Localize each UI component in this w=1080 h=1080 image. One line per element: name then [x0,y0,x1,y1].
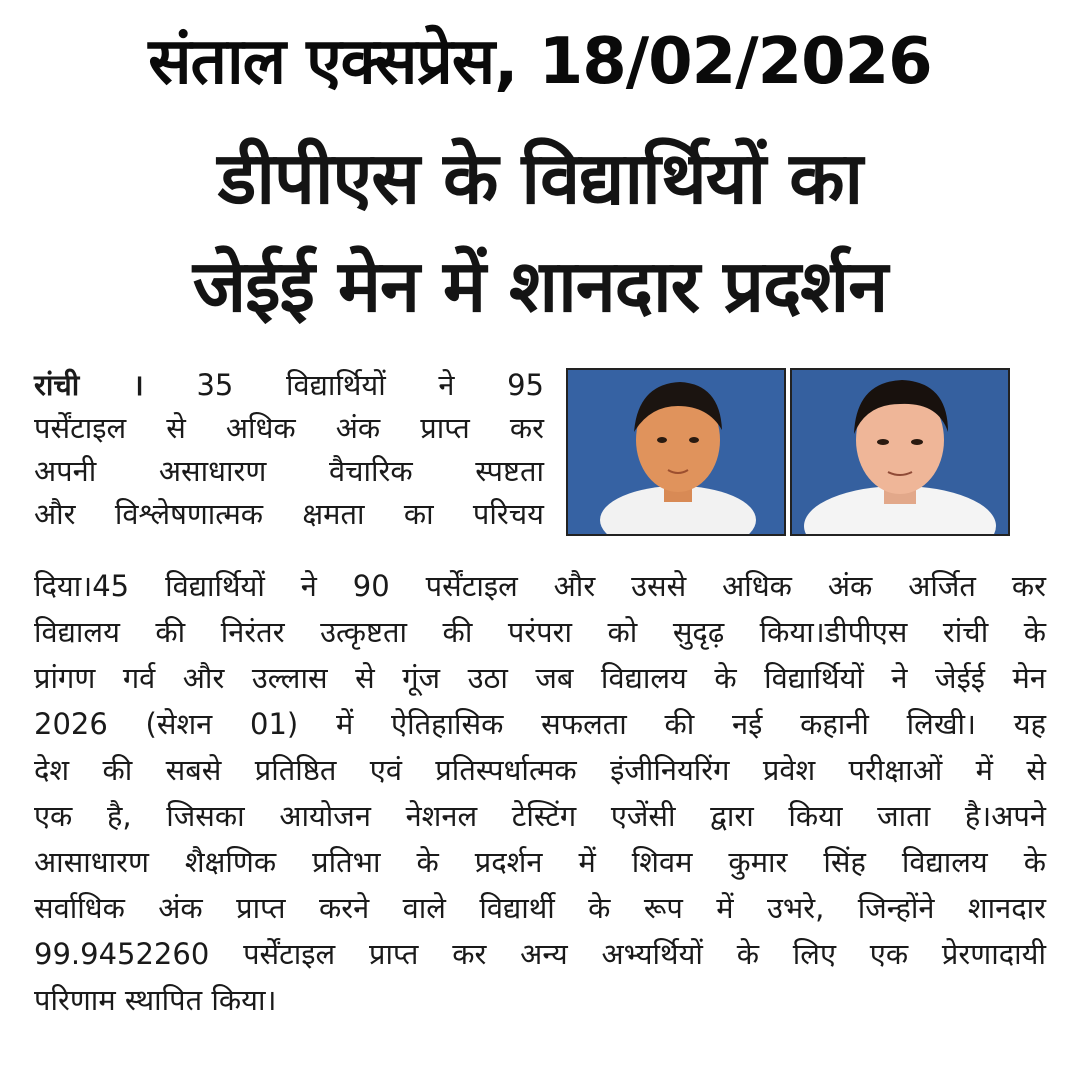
dateline: रांची । [34,368,144,402]
article-line-text: 35 विद्यार्थियों ने 95 [196,368,545,402]
article-line: प्रांगण गर्व और उल्लास से गूंज उठा जब विद्यालय के विद्यार्थियों ने जेईई मेन [34,661,1046,695]
headline-line-1: डीपीएस के विद्यार्थियों का [217,136,863,220]
article-line: परिणाम स्थापित किया। [34,983,277,1017]
masthead: संताल एक्सप्रेस, 18/02/2026 [148,25,932,99]
article-line [34,364,544,407]
student-portrait-2-icon [792,370,1008,534]
article-line: 99.9452260 पर्सेंटाइल प्राप्त कर अन्य अभ्यर्थियों के लिए एक प्रेरणादायी [34,937,1046,971]
article-line: पर्सेंटाइल से अधिक अंक प्राप्त कर [34,411,544,445]
article-line: 2026 (सेशन 01) में ऐतिहासिक सफलता की नई कहानी लिखी। यह [34,707,1046,741]
article-line: एक है, जिसका आयोजन नेशनल टेस्टिंग एजेंसी द्वारा किया जाता है।अपने [34,799,1046,833]
article-line: सर्वाधिक अंक प्राप्त करने वाले विद्यार्थी के रूप में उभरे, जिन्होंने शानदार [34,891,1046,925]
headline-line-2: जेईई मेन में शानदार प्रदर्शन [192,244,888,328]
student-photo-1 [566,368,786,536]
article-line: आसाधारण शैक्षणिक प्रतिभा के प्रदर्शन में शिवम कुमार सिंह विद्यालय के [34,845,1046,879]
student-photo-2 [790,368,1010,536]
article-line: दिया।45 विद्यार्थियों ने 90 पर्सेंटाइल और उससे अधिक अंक अर्जित कर [34,569,1046,603]
article-line: विद्यालय की निरंतर उत्कृष्टता की परंपरा को सुदृढ़ किया।डीपीएस रांची के [34,615,1046,649]
article-line: और विश्लेषणात्मक क्षमता का परिचय [34,497,544,531]
student-portrait-1-icon [568,370,784,534]
article-line: देश की सबसे प्रतिष्ठित एवं प्रतिस्पर्धात्मक इंजीनियरिंग प्रवेश परीक्षाओं में से [34,753,1046,787]
article-line: अपनी असाधारण वैचारिक स्पष्टता [34,454,544,488]
